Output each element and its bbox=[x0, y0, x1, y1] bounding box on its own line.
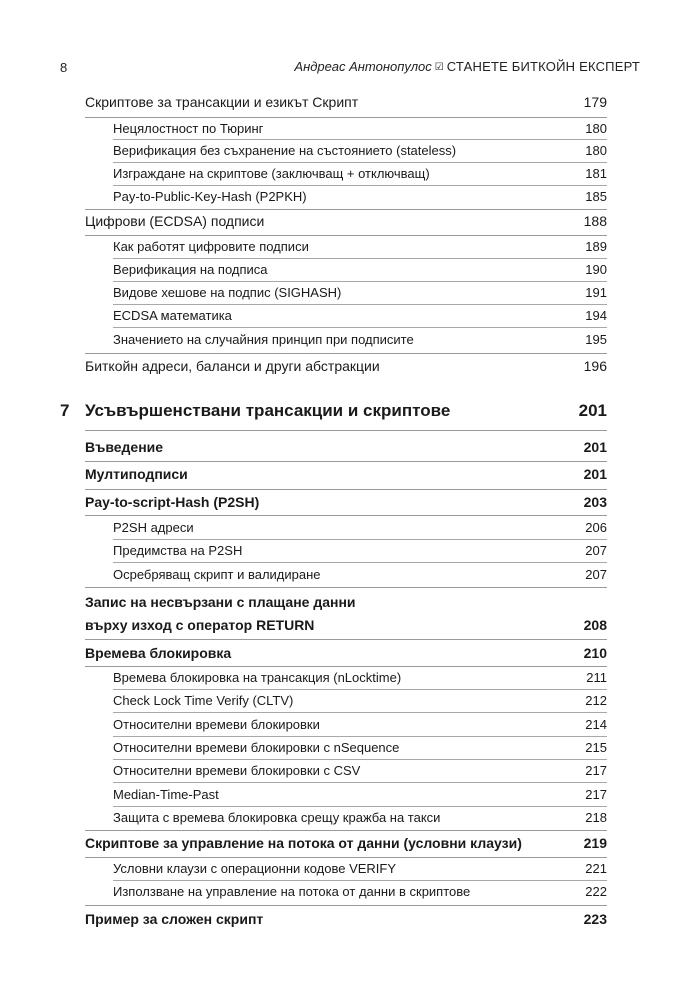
toc-entry-title: Времева блокировка на трансакция (nLocktime) bbox=[113, 670, 402, 685]
toc-entry-title: Видове хешове на подпис (SIGHASH) bbox=[113, 285, 342, 300]
toc-entry-page: 189 bbox=[585, 239, 607, 254]
divider bbox=[85, 515, 607, 516]
divider bbox=[85, 905, 607, 906]
toc-entry-page: 188 bbox=[583, 213, 607, 229]
toc-entry-page: 191 bbox=[585, 285, 607, 300]
divider bbox=[85, 209, 607, 210]
divider bbox=[85, 639, 607, 640]
chapter-number: 7 bbox=[60, 401, 70, 420]
toc-entry-title: ECDSA математика bbox=[113, 308, 232, 323]
divider bbox=[113, 782, 607, 783]
toc-entry-page: 221 bbox=[585, 861, 607, 876]
book-title: СТАНЕТЕ БИТКОЙН ЕКСПЕРТ bbox=[446, 59, 640, 74]
toc-entry-title: Въведение bbox=[85, 439, 164, 455]
toc-entry-title: Изграждане на скриптове (заключващ + отключващ) bbox=[113, 166, 430, 181]
toc-entry-title: P2SH адреси bbox=[113, 520, 194, 535]
divider bbox=[85, 430, 607, 431]
toc-entry-title: Относителни времеви блокировки с nSequence bbox=[113, 740, 400, 755]
divider bbox=[113, 562, 607, 563]
toc-entry-page: 217 bbox=[585, 763, 607, 778]
toc-entry-page: 206 bbox=[585, 520, 607, 535]
toc-entry-title: Верификация без съхранение на състоянието (stateless) bbox=[113, 143, 457, 158]
toc-entry-title: Pay-to-script-Hash (P2SH) bbox=[85, 494, 260, 510]
toc-entry-title: Цифрови (ECDSA) подписи bbox=[85, 213, 265, 229]
toc-entry-page: 181 bbox=[585, 166, 607, 181]
toc-entry-page: 190 bbox=[585, 262, 607, 277]
toc-entry-page: 207 bbox=[585, 567, 607, 582]
divider bbox=[113, 258, 607, 259]
toc-entry-page: 210 bbox=[583, 645, 607, 661]
divider bbox=[85, 235, 607, 236]
divider bbox=[113, 139, 607, 140]
toc-entry-title: Скриптове за трансакции и езикът Скрипт bbox=[85, 94, 359, 110]
toc-entry-page: 218 bbox=[585, 810, 607, 825]
toc-entry-title: Защита с времева блокировка срещу кражба на такси bbox=[113, 810, 441, 825]
toc-entry-page: 212 bbox=[585, 693, 607, 708]
divider bbox=[113, 327, 607, 328]
divider bbox=[113, 689, 607, 690]
toc-entry-page: 194 bbox=[585, 308, 607, 323]
divider bbox=[85, 461, 607, 462]
page-number: 8 bbox=[60, 60, 68, 75]
toc-entry-page: 215 bbox=[585, 740, 607, 755]
toc-entry-page: 214 bbox=[585, 717, 607, 732]
toc-entry-page: 222 bbox=[585, 884, 607, 899]
divider bbox=[113, 880, 607, 881]
chapter-title: Усъвършенствани трансакции и скриптове bbox=[85, 401, 451, 420]
divider bbox=[113, 712, 607, 713]
toc-entry-page: 208 bbox=[583, 617, 607, 633]
toc-entry-page: 201 bbox=[583, 466, 607, 482]
divider bbox=[113, 162, 607, 163]
toc-entry-title: Pay-to-Public-Key-Hash (P2PKH) bbox=[113, 189, 307, 204]
toc-entry-title: Предимства на P2SH bbox=[113, 543, 243, 558]
toc-entry-title: Времева блокировка bbox=[85, 645, 232, 661]
divider bbox=[85, 587, 607, 588]
author-name: Андреас Антонопулос bbox=[294, 59, 432, 74]
toc-entry-page: 180 bbox=[585, 121, 607, 136]
chapter-page: 201 bbox=[578, 401, 607, 420]
divider bbox=[113, 185, 607, 186]
toc-entry-title: Нецялостност по Тюринг bbox=[113, 121, 264, 136]
toc-entry-title: Мултиподписи bbox=[85, 466, 188, 482]
toc-entry-title: Check Lock Time Verify (CLTV) bbox=[113, 693, 294, 708]
toc-entry-title: Биткойн адреси, баланси и други абстракции bbox=[85, 358, 380, 374]
toc-entry-page: 196 bbox=[583, 358, 607, 374]
toc-entry-page: 203 bbox=[583, 494, 607, 510]
divider bbox=[113, 281, 607, 282]
toc-entry-page: 211 bbox=[586, 670, 607, 685]
toc-entry-title: Запис на несвързани с плащане данни bbox=[85, 594, 356, 610]
toc-entry-title: Относителни времеви блокировки с CSV bbox=[113, 763, 361, 778]
toc-entry-title: Използване на управление на потока от данни в скриптове bbox=[113, 884, 471, 899]
toc-entry-page: 223 bbox=[583, 911, 607, 927]
toc-entry-title: Пример за сложен скрипт bbox=[85, 911, 264, 927]
divider bbox=[85, 830, 607, 831]
divider bbox=[113, 759, 607, 760]
toc-entry-title: Осребряващ скрипт и валидиране bbox=[113, 567, 321, 582]
toc-entry-page: 219 bbox=[583, 835, 607, 851]
divider bbox=[113, 736, 607, 737]
divider bbox=[85, 353, 607, 354]
toc-entry-title: Скриптове за управление на потока от данни (условни клаузи) bbox=[85, 835, 522, 851]
divider bbox=[85, 489, 607, 490]
toc-entry-title: Как работят цифровите подписи bbox=[113, 239, 309, 254]
toc-entry-page: 179 bbox=[583, 94, 607, 110]
divider bbox=[85, 666, 607, 667]
toc-entry-title: Верификация на подписа bbox=[113, 262, 268, 277]
toc-entry-title: върху изход с оператор RETURN bbox=[85, 617, 315, 633]
toc-entry-page: 195 bbox=[585, 332, 607, 347]
separator-icon: ☑ bbox=[434, 62, 444, 73]
toc-entry-page: 180 bbox=[585, 143, 607, 158]
toc-entry-title: Значението на случайния принцип при подписите bbox=[113, 332, 414, 347]
toc-entry-title: Условни клаузи с операционни кодове VERIFY bbox=[113, 861, 397, 876]
divider bbox=[113, 304, 607, 305]
divider bbox=[113, 806, 607, 807]
toc-entry-page: 217 bbox=[585, 787, 607, 802]
divider bbox=[85, 857, 607, 858]
toc-entry-page: 185 bbox=[585, 189, 607, 204]
divider bbox=[113, 539, 607, 540]
toc-entry-title: Относителни времеви блокировки bbox=[113, 717, 320, 732]
toc-entry-page: 201 bbox=[583, 439, 607, 455]
toc-entry-title: Median-Time-Past bbox=[113, 787, 219, 802]
divider bbox=[85, 117, 607, 118]
toc-entry-page: 207 bbox=[585, 543, 607, 558]
